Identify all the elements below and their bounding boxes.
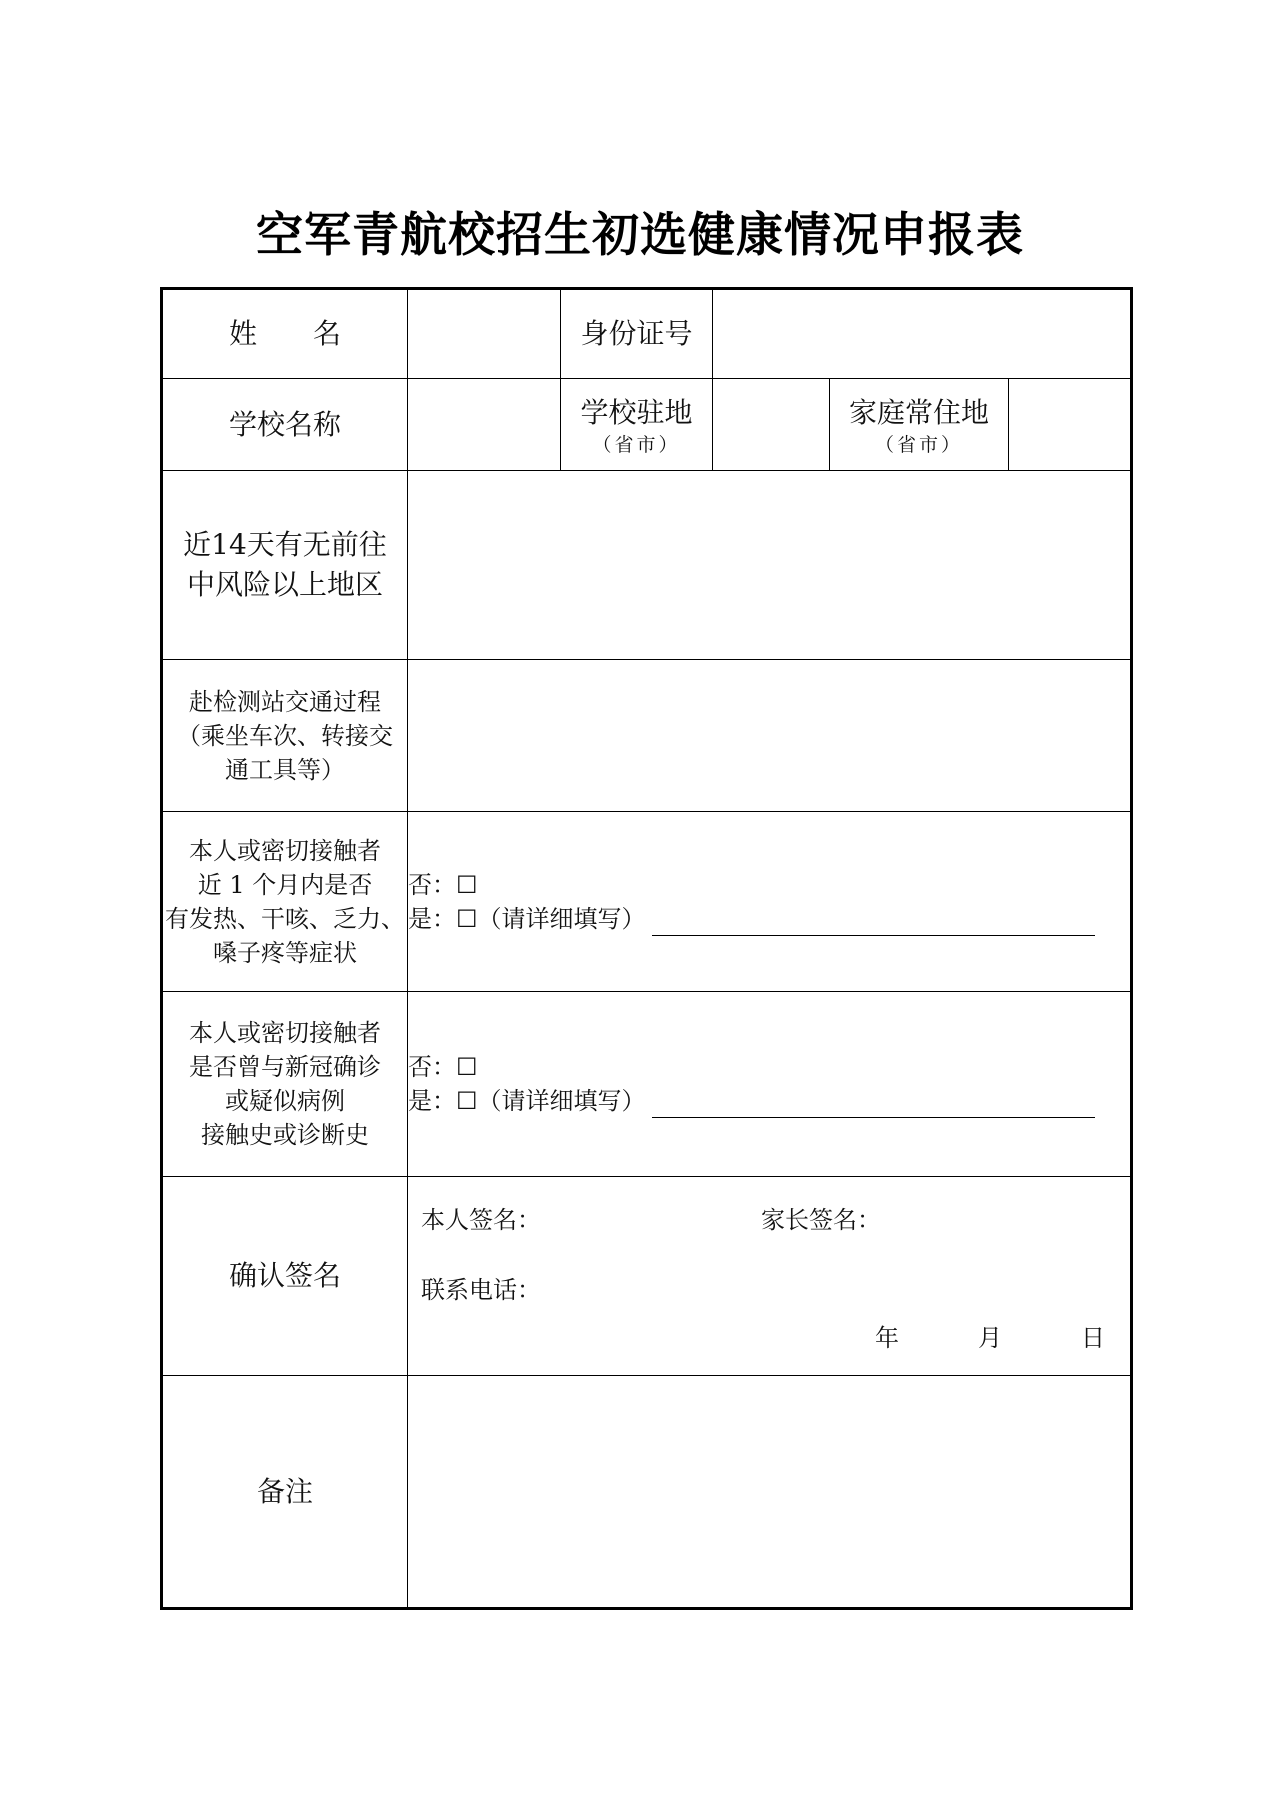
contact-label-line: 是否曾与新冠确诊 [189, 1053, 381, 1081]
month-label: 月 [978, 1324, 1002, 1352]
transport-label-line: 通工具等） [225, 755, 345, 784]
travel-label [162, 471, 408, 660]
contact-label-line: 本人或密切接触者 [189, 1019, 381, 1047]
row-remarks [162, 1376, 1132, 1609]
school-location-text: 学校驻地 [580, 395, 693, 429]
health-declaration-table [160, 287, 1133, 1610]
contact-yes-checkbox[interactable]: 是：☐（请详细填写） [408, 1087, 646, 1115]
home-residence-field[interactable] [1009, 379, 1132, 471]
phone-label: 联系电话： [421, 1276, 541, 1304]
parent-signature-label: 家长签名： [761, 1206, 881, 1234]
remarks-field[interactable] [408, 1376, 1132, 1609]
transport-label-line: （乘坐车次、转接交 [177, 721, 393, 750]
row-confirm [162, 1177, 1132, 1376]
transport-label [162, 660, 408, 812]
id-number-field[interactable] [713, 289, 1132, 379]
contact-label-line: 或疑似病例 [225, 1087, 345, 1115]
contact-no-checkbox[interactable]: 否：☐ [408, 1053, 478, 1081]
self-signature-label: 本人签名： [421, 1206, 541, 1234]
school-location-field[interactable] [713, 379, 830, 471]
transport-label-line: 赴检测站交通过程 [189, 687, 381, 716]
confirm-signature-area [408, 1177, 1132, 1376]
contact-label-line: 接触史或诊断史 [201, 1121, 369, 1149]
symptoms-yes-checkbox[interactable]: 是：☐（请详细填写） [408, 904, 646, 933]
transport-field[interactable] [408, 660, 1132, 812]
contact-options [408, 992, 1132, 1177]
school-location-label [561, 379, 713, 471]
year-label: 年 [875, 1324, 899, 1352]
contact-yes-option [408, 1084, 1130, 1118]
symptoms-yes-option [408, 902, 1130, 936]
home-residence-label [830, 379, 1009, 471]
school-name-field[interactable] [408, 379, 561, 471]
travel-field[interactable] [408, 471, 1132, 660]
row-travel [162, 471, 1132, 660]
symptoms-label-line: 近 1 个月内是否 [197, 870, 373, 899]
symptoms-options [408, 812, 1132, 992]
row-school [162, 379, 1132, 471]
confirm-signature-label: 确认签名 [162, 1177, 408, 1376]
row-contact [162, 992, 1132, 1177]
name-field[interactable] [408, 289, 561, 379]
symptoms-detail-line[interactable] [652, 909, 1095, 936]
school-name-label: 学校名称 [162, 379, 408, 471]
travel-label-line: 中风险以上地区 [186, 568, 383, 601]
contact-label [162, 992, 408, 1177]
school-location-sub: （省市） [592, 433, 681, 456]
symptoms-no-checkbox[interactable]: 否：☐ [408, 870, 478, 899]
travel-label-line: 近14天有无前往 [183, 528, 387, 561]
symptoms-label [162, 812, 408, 992]
id-number-label: 身份证号 [561, 289, 713, 379]
form-title: 空军青航校招生初选健康情况申报表 [256, 208, 1024, 263]
home-residence-text: 家庭常住地 [848, 395, 989, 429]
symptoms-label-line: 本人或密切接触者 [189, 836, 381, 865]
row-symptoms [162, 812, 1132, 992]
row-name [162, 289, 1132, 379]
contact-detail-line[interactable] [652, 1091, 1095, 1118]
row-transport [162, 660, 1132, 812]
symptoms-label-line: 有发热、干咳、乏力、 [165, 904, 405, 933]
home-residence-sub: （省市） [874, 433, 963, 456]
day-label: 日 [1081, 1324, 1105, 1352]
remarks-label: 备注 [162, 1376, 408, 1609]
name-label: 姓 名 [162, 289, 408, 379]
symptoms-label-line: 嗓子疼等症状 [213, 938, 357, 967]
